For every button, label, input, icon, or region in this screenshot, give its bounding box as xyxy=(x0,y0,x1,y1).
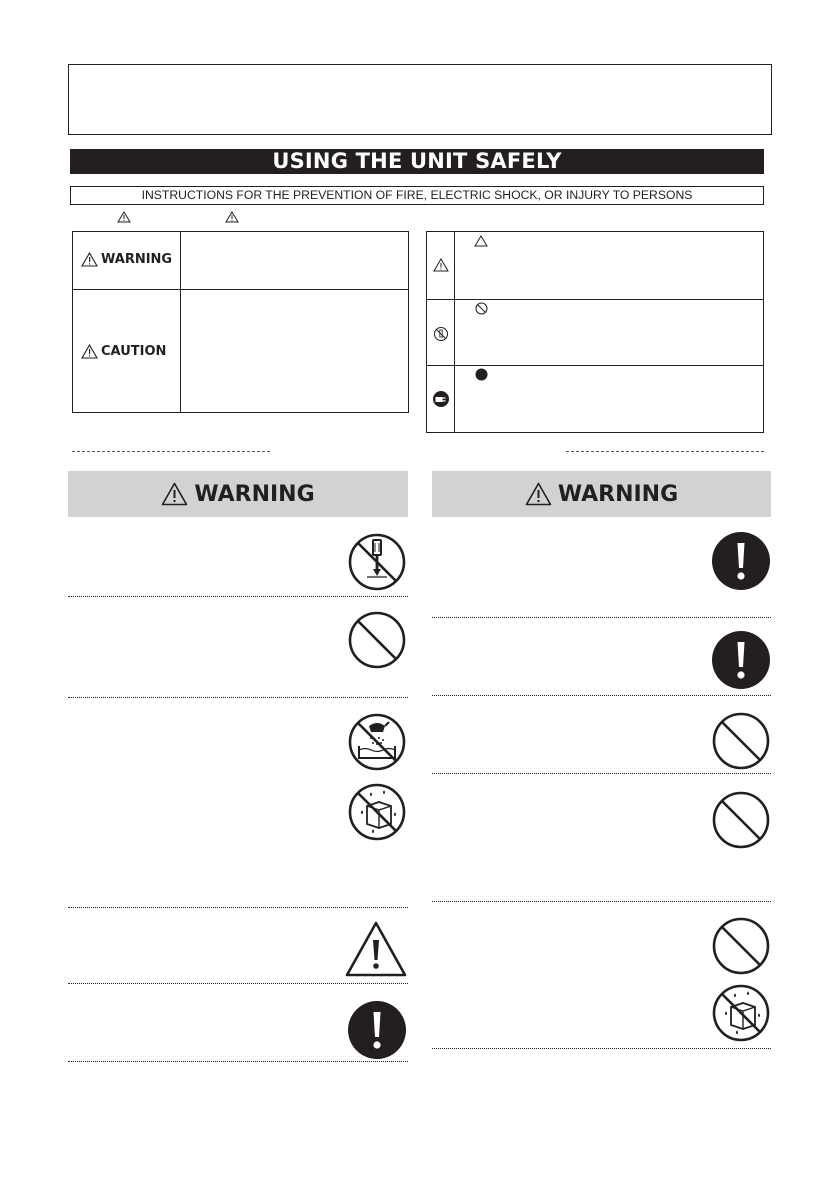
divider xyxy=(68,907,408,908)
prohibited-symbol-icon xyxy=(475,302,488,315)
no-water-icon xyxy=(347,712,407,772)
mandatory-action-icon xyxy=(711,630,771,690)
hazard-level-table xyxy=(72,231,409,413)
prohibited-icon xyxy=(711,711,771,771)
divider xyxy=(432,773,771,774)
prohibited-icon xyxy=(711,916,771,976)
right-warning-header: WARNING xyxy=(432,471,771,517)
caution-level-label: CAUTION xyxy=(81,344,166,359)
warning-triangle-icon xyxy=(161,482,188,506)
page-subtitle: INSTRUCTIONS FOR THE PREVENTION OF FIRE, ELECTRIC SHOCK, OR INJURY TO PERSONS xyxy=(70,186,764,205)
caution-triangle-icon xyxy=(81,344,98,359)
mandatory-action-icon xyxy=(347,1000,407,1060)
warning-level-label: WARNING xyxy=(81,252,172,267)
divider xyxy=(68,983,408,984)
page-title: USING THE UNIT SAFELY xyxy=(70,149,764,174)
divider xyxy=(432,901,771,902)
mandatory-action-icon xyxy=(711,531,771,591)
no-disassemble-icon xyxy=(433,326,449,342)
prohibited-icon xyxy=(711,790,771,850)
left-warning-header: WARNING xyxy=(68,471,408,517)
triangle-symbol-icon xyxy=(474,235,488,247)
notice-box xyxy=(68,64,772,135)
divider xyxy=(432,617,771,618)
no-disassemble-icon xyxy=(347,532,407,592)
warning-triangle-icon xyxy=(117,211,131,223)
prohibited-icon xyxy=(347,610,407,670)
mandatory-symbol-icon xyxy=(475,368,488,381)
divider xyxy=(68,697,408,698)
unplug-icon xyxy=(432,390,450,408)
divider xyxy=(68,596,408,597)
divider xyxy=(68,1061,408,1062)
symbol-legend-table xyxy=(426,231,764,433)
warning-triangle-icon xyxy=(525,482,552,506)
no-wet-objects-icon xyxy=(711,983,771,1043)
no-wet-objects-icon xyxy=(347,782,407,842)
warning-triangle-icon xyxy=(433,258,449,272)
warning-triangle-icon xyxy=(81,252,98,267)
divider xyxy=(566,451,764,452)
divider xyxy=(432,1048,771,1049)
caution-triangle-icon xyxy=(225,211,239,223)
divider xyxy=(72,451,270,452)
divider xyxy=(432,695,771,696)
caution-triangle-icon xyxy=(344,920,408,978)
